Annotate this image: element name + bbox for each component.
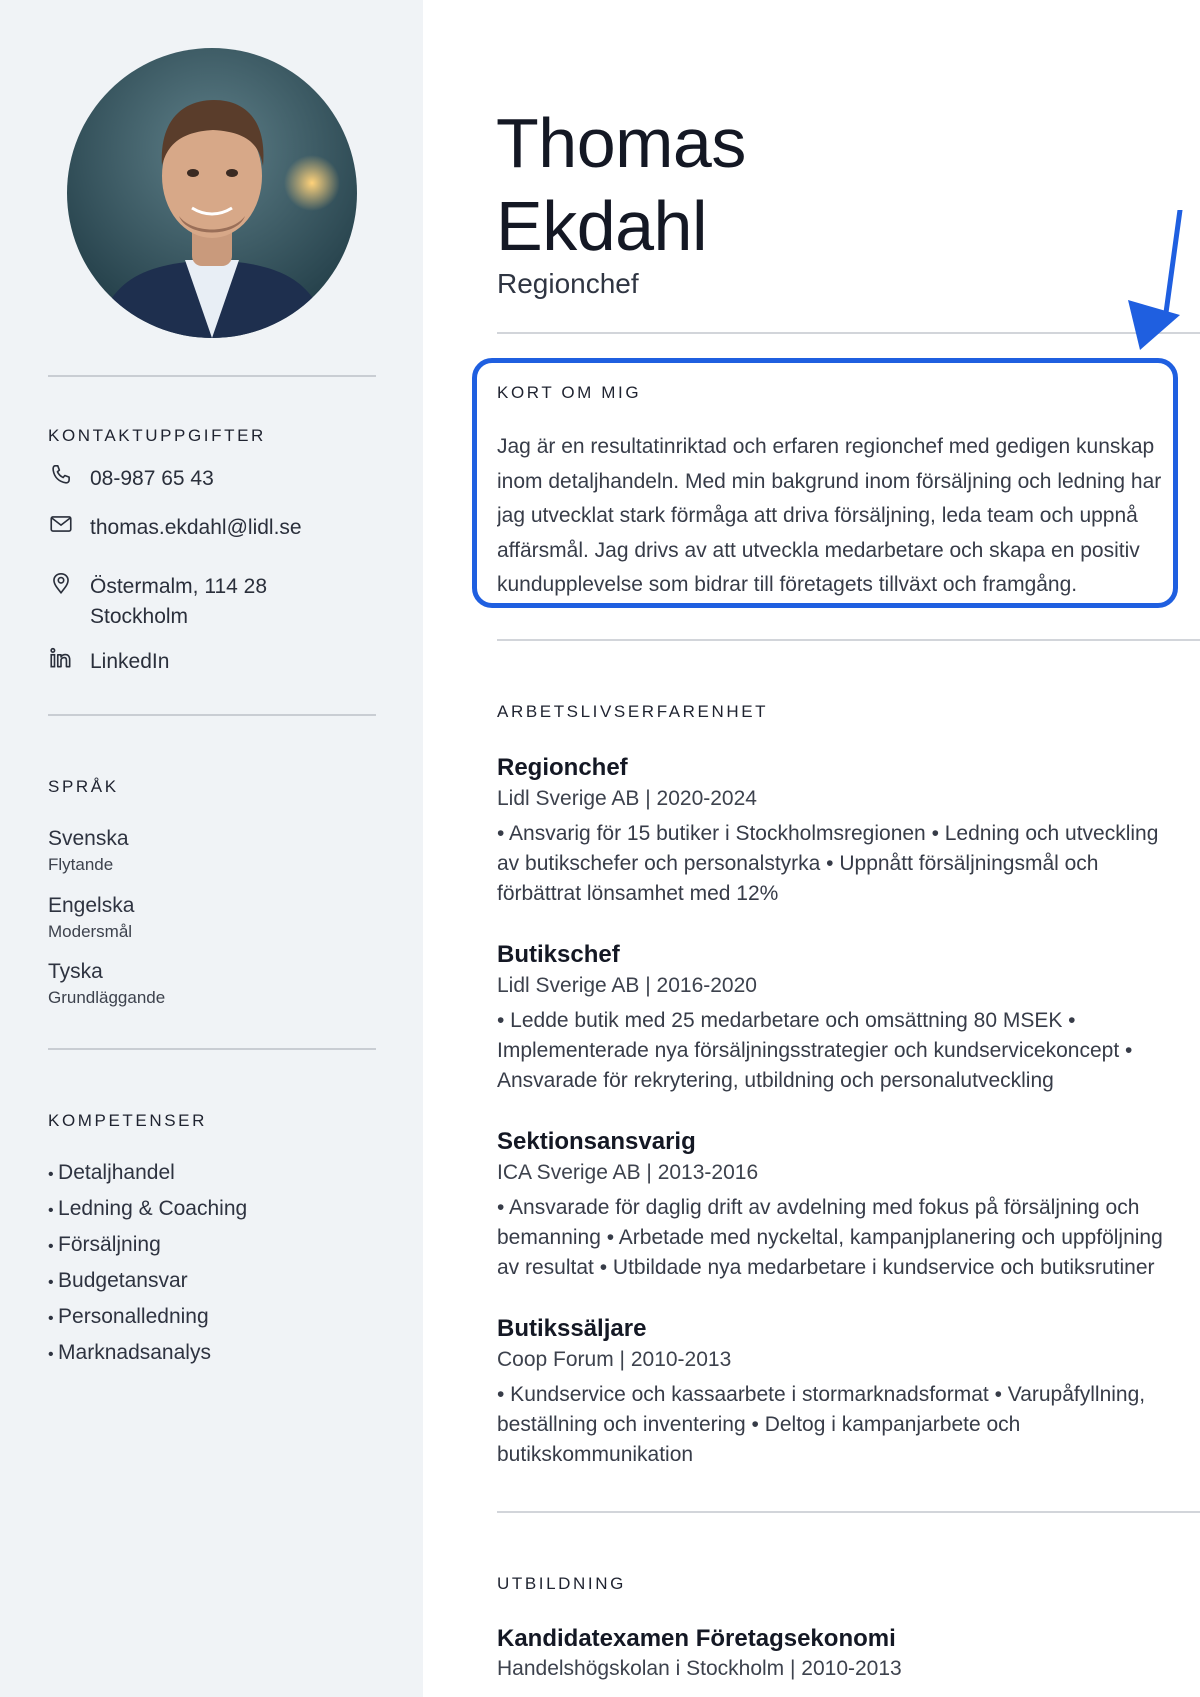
phone-icon xyxy=(48,462,74,488)
education-title: UTBILDNING xyxy=(497,1574,626,1593)
profile-photo xyxy=(67,48,357,338)
job-entry xyxy=(497,940,1200,1096)
summary-line: Jag är en resultatinriktad och erfaren regionchef med gedigen kunskap xyxy=(497,435,1155,458)
summary-line: jag utvecklat stark förmåga att driva försäljning, leda team och uppnå xyxy=(497,504,1138,527)
phone-text: 08-987 65 43 xyxy=(90,467,214,490)
language-level: Grundläggande xyxy=(48,988,166,1007)
job-description xyxy=(497,1380,1200,1470)
education-degree: Kandidatexamen Företagsekonomi xyxy=(497,1625,896,1652)
job-entry xyxy=(497,1314,1200,1470)
job-description xyxy=(497,819,1200,909)
language-name: Tyska xyxy=(48,960,103,983)
language-level: Flytande xyxy=(48,855,114,874)
sidebar-divider xyxy=(48,714,376,716)
job-description-line: Ansvarade för rekrytering, utbildning och personalutveckling xyxy=(497,1069,1054,1092)
job-description xyxy=(497,1006,1200,1096)
job-title: Butikschef xyxy=(497,941,620,968)
job-description-line: förbättrat lönsamhet med 12% xyxy=(497,882,779,905)
contact-phone[interactable] xyxy=(48,462,408,494)
skill-item: • Budgetansvar xyxy=(48,1266,247,1302)
job-description-line: Implementerade nya försäljningsstrategier och kundservicekoncept • xyxy=(497,1039,1133,1062)
main-divider xyxy=(497,639,1200,641)
contact-linkedin[interactable] xyxy=(48,645,408,677)
linkedin-link[interactable]: LinkedIn xyxy=(90,650,170,673)
skill-item: • Detaljhandel xyxy=(48,1158,247,1194)
job-description-line: • Kundservice och kassaarbete i stormarknadsformat • Varupåfyllning, xyxy=(497,1383,1146,1406)
annotation-arrow-icon xyxy=(1110,210,1200,360)
sidebar xyxy=(0,0,423,1697)
job-meta: Lidl Sverige AB | 2020-2024 xyxy=(497,787,757,810)
sidebar-divider xyxy=(48,1048,376,1050)
job-description xyxy=(497,1193,1200,1283)
mail-icon xyxy=(48,511,74,537)
summary-line: kundupplevelse som bidrar till företagets tillväxt och framgång. xyxy=(497,573,1078,596)
language-level: Modersmål xyxy=(48,922,133,941)
languages-title: SPRÅK xyxy=(48,777,119,796)
job-description-line: av resultat • Utbildade nya medarbetare i kundservice och butiksrutiner xyxy=(497,1256,1155,1279)
skills-list xyxy=(48,1158,247,1374)
email-text: thomas.ekdahl@lidl.se xyxy=(90,516,302,539)
job-role: Regionchef xyxy=(497,268,639,299)
language-item xyxy=(48,959,165,1009)
job-description-line: • Ledde butik med 25 medarbetare och omsättning 80 MSEK • xyxy=(497,1009,1076,1032)
summary-line: inom detaljhandeln. Med min bakgrund inom försäljning och ledning har xyxy=(497,469,1162,493)
first-name: Thomas xyxy=(496,104,746,182)
job-entry xyxy=(497,1127,1200,1283)
job-title: Regionchef xyxy=(497,754,628,781)
job-description-line: beställning och inventering • Deltog i kampanjarbete och xyxy=(497,1413,1021,1436)
address-line-1: Östermalm, 114 28 xyxy=(90,575,268,598)
main-divider xyxy=(497,1511,1200,1513)
job-description-line: butikskommunikation xyxy=(497,1443,694,1466)
contact-address xyxy=(48,570,408,632)
profile-photo-image xyxy=(67,48,357,338)
job-meta: Coop Forum | 2010-2013 xyxy=(497,1348,732,1371)
job-description-line: bemanning • Arbetade med nyckeltal, kampanjplanering och uppföljning xyxy=(497,1226,1163,1249)
job-description-line: • Ansvarade för daglig drift av avdelning med fokus på försäljning och xyxy=(497,1196,1140,1219)
job-description-line: av butikschefer och personalstyrka • Uppnått försäljningsmål och xyxy=(497,852,1099,875)
job-meta: Lidl Sverige AB | 2016-2020 xyxy=(497,974,757,997)
language-name: Svenska xyxy=(48,827,129,850)
last-name: Ekdahl xyxy=(496,187,708,265)
skills-title: KOMPETENSER xyxy=(48,1111,207,1130)
job-title: Sektionsansvarig xyxy=(497,1128,696,1155)
sidebar-divider xyxy=(48,375,376,377)
summary-highlight-box xyxy=(472,358,1178,608)
contact-email[interactable] xyxy=(48,511,408,543)
job-meta: ICA Sverige AB | 2013-2016 xyxy=(497,1161,759,1184)
contact-title: KONTAKTUPPGIFTER xyxy=(48,426,266,445)
job-entry xyxy=(497,753,1200,909)
skill-item: • Ledning & Coaching xyxy=(48,1194,247,1230)
skill-item: • Marknadsanalys xyxy=(48,1338,247,1374)
location-pin-icon xyxy=(48,570,74,596)
address-line-2: Stockholm xyxy=(90,605,189,628)
main-divider xyxy=(497,332,1200,334)
skill-item: • Försäljning xyxy=(48,1230,247,1266)
language-item xyxy=(48,826,129,876)
skill-item: • Personalledning xyxy=(48,1302,247,1338)
job-title: Butikssäljare xyxy=(497,1315,647,1342)
linkedin-icon xyxy=(48,645,74,671)
education-meta: Handelshögskolan i Stockholm | 2010-2013 xyxy=(497,1657,902,1680)
experience-title: ARBETSLIVSERFARENHET xyxy=(497,702,769,721)
summary-line: affärsmål. Jag drivs av att utveckla medarbetare och skapa en positiv xyxy=(497,538,1140,562)
address-text xyxy=(90,572,267,632)
language-name: Engelska xyxy=(48,894,135,917)
summary-title: KORT OM MIG xyxy=(497,383,642,402)
job-description-line: • Ansvarig för 15 butiker i Stockholmsregionen • Ledning och utveckling xyxy=(497,822,1159,845)
language-item xyxy=(48,893,134,943)
